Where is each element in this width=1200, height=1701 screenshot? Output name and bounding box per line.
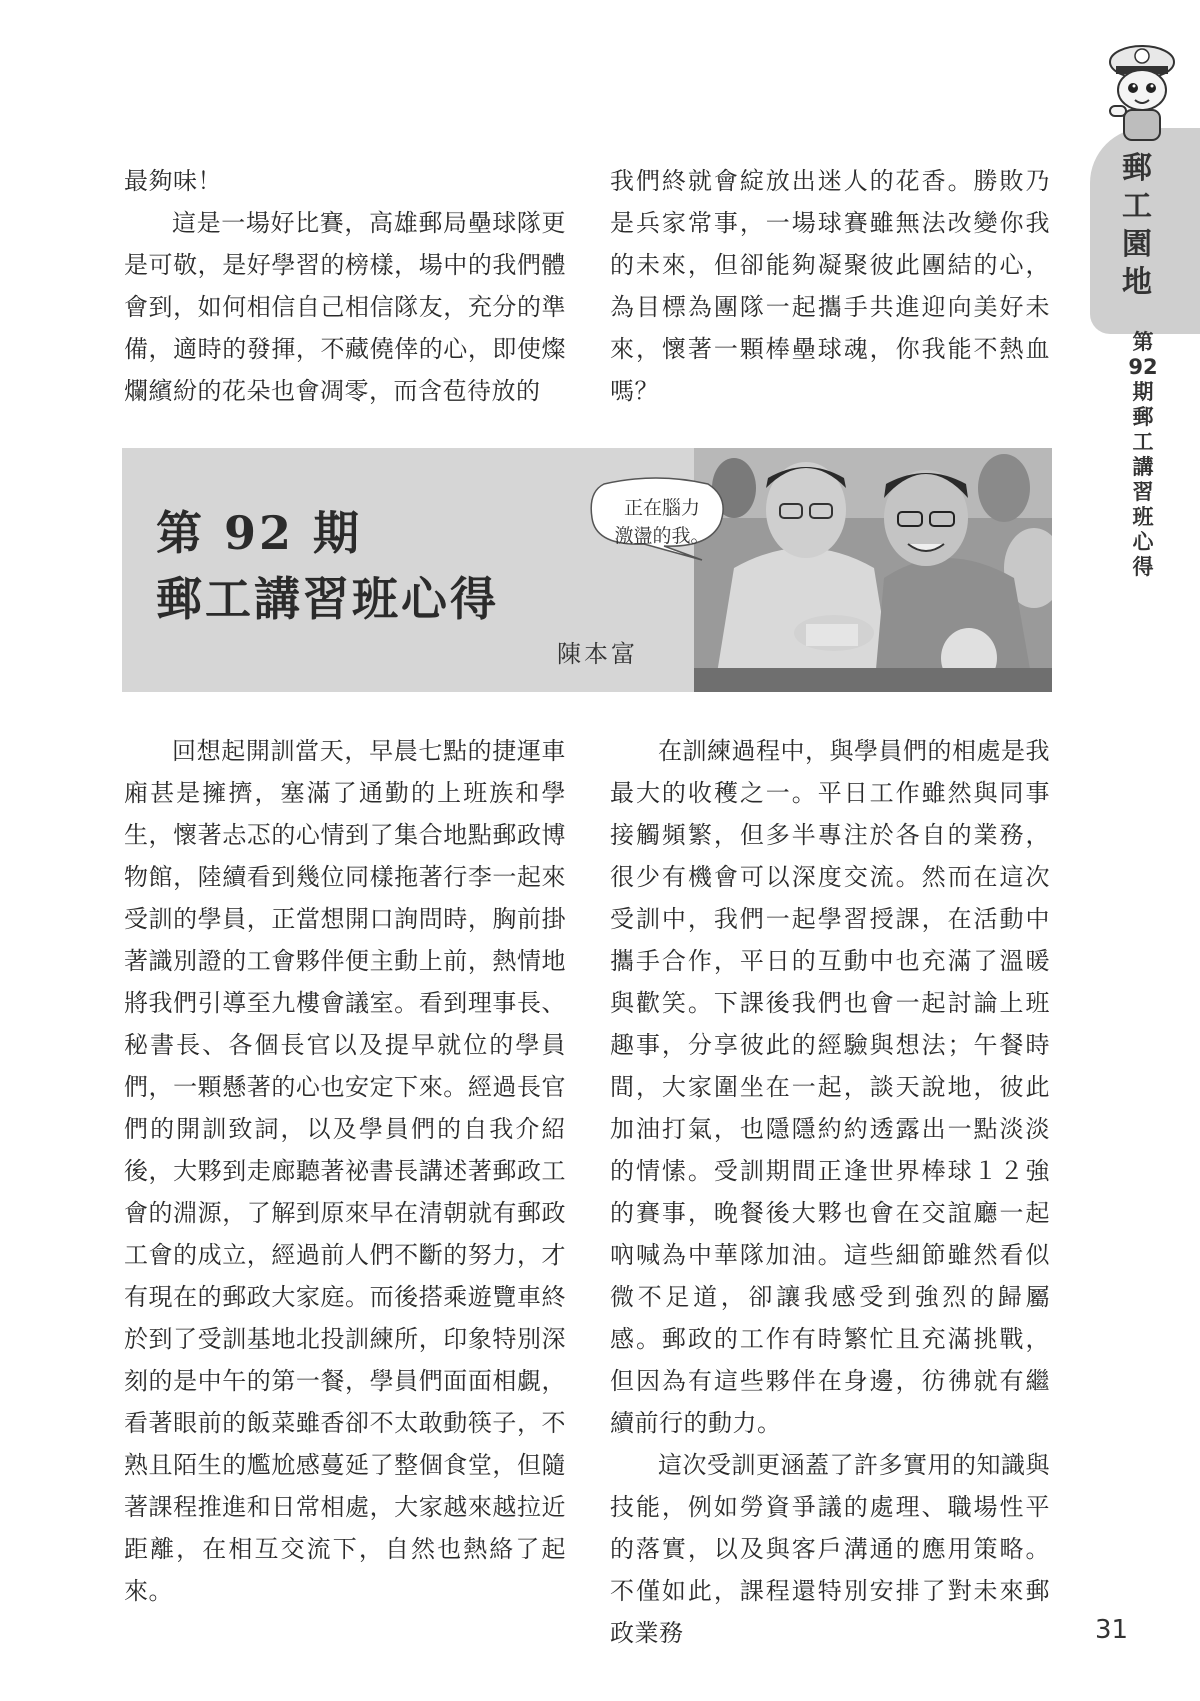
- series-char: 工: [1132, 430, 1154, 454]
- paragraph: 這次受訓更涵蓋了許多實用的知識與技能，例如勞資爭議的處理、職場性平的落實，以及與客戶溝通的應用策略。不僅如此，課程還特別安排了對未來郵政業務: [610, 1451, 1050, 1647]
- series-char: 第: [1132, 330, 1154, 354]
- article-banner: [122, 448, 1052, 692]
- section-tab-label: [1117, 150, 1157, 302]
- series-char: 習: [1132, 480, 1154, 504]
- mascot-illustration: [1102, 40, 1180, 146]
- article-title-line: 第 92 期: [156, 506, 363, 560]
- series-vertical-title: [1128, 330, 1158, 580]
- series-char: 期: [1132, 380, 1154, 404]
- paragraph: 最夠味！: [124, 167, 222, 195]
- series-char: 92: [1128, 355, 1158, 379]
- section-tab-char: 工: [1122, 189, 1152, 224]
- author-name: 陳本富: [557, 640, 638, 668]
- paragraph: 在訓練過程中，與學員們的相處是我最大的收穫之一。平日工作雖然與同事接觸頻繁，但多半專注於各自的業務，很少有機會可以深度交流。然而在這次受訓中，我們一起學習授課，在活動中攜手合作，平日的互動中也充滿了溫暖與歡笑。下課後我們也會一起討論上班趣事，分享彼此的經驗與想法；午餐時間，大家圍坐在一起，談天說地，彼此加油打氣，也隱隱約約透露出一點淡淡的情愫。受訓期間正逢世界棒球１２強的賽事，晚餐後大夥也會在交誼廳一起吶喊為中華隊加油。這些細節雖然看似微不足道，卻讓我感受到強烈的歸屬感。郵政的工作有時繁忙且充滿挑戰，但因為有這些夥伴在身邊，彷彿就有繼續前行的動力。: [610, 737, 1050, 1437]
- paragraph: 這是一場好比賽，高雄郵局壘球隊更是可敬，是好學習的榜樣，場中的我們體會到，如何相信自己相信隊友，充分的準備，適時的發揮，不藏僥倖的心，即使燦爛繽紛的花朵也會凋零，而含苞待放的: [124, 209, 566, 405]
- section-tab-char: 地: [1122, 265, 1152, 300]
- photo-two-men: [694, 448, 1052, 692]
- article-title-line: 郵工講習班心得: [156, 572, 499, 626]
- bottom-left-column: [124, 730, 566, 1612]
- series-char: 郵: [1132, 405, 1154, 429]
- top-right-column: [610, 160, 1050, 412]
- article-title: [156, 500, 499, 632]
- speech-bubble-text: [610, 494, 714, 550]
- series-char: 得: [1132, 555, 1154, 579]
- page-number: 31: [1095, 1615, 1129, 1645]
- series-char: 講: [1132, 455, 1154, 479]
- series-char: 班: [1132, 505, 1154, 529]
- top-left-column: [124, 160, 566, 412]
- section-tab-char: 園: [1122, 227, 1152, 262]
- paragraph: 我們終就會綻放出迷人的花香。勝敗乃是兵家常事，一場球賽雖無法改變你我的未來，但卻能夠凝聚彼此團結的心，為目標為團隊一起攜手共進迎向美好未來，懷著一顆棒壘球魂，你我能不熱血嗎？: [610, 167, 1050, 405]
- speech-bubble-line: 正在腦力: [623, 497, 700, 519]
- speech-bubble-line: 激盪的我。: [614, 525, 710, 547]
- series-char: 心: [1132, 530, 1154, 554]
- section-tab-char: 郵: [1122, 151, 1152, 186]
- bottom-right-column: [610, 730, 1050, 1654]
- paragraph: 回想起開訓當天，早晨七點的捷運車廂甚是擁擠，塞滿了通勤的上班族和學生，懷著忐忑的心情到了集合地點郵政博物館，陸續看到幾位同樣拖著行李一起來受訓的學員，正當想開口詢問時，胸前掛著識別證的工會夥伴便主動上前，熱情地將我們引導至九樓會議室。看到理事長、秘書長、各個長官以及提早就位的學員們，一顆懸著的心也安定下來。經過長官們的開訓致詞，以及學員們的自我介紹後，大夥到走廊聽著祕書長講述著郵政工會的淵源，了解到原來早在清朝就有郵政工會的成立，經過前人們不斷的努力，才有現在的郵政大家庭。而後搭乘遊覽車終於到了受訓基地北投訓練所，印象特別深刻的是中午的第一餐，學員們面面相覷，看著眼前的飯菜雖香卻不太敢動筷子，不熟且陌生的尷尬感蔓延了整個食堂，但隨著課程推進和日常相處，大家越來越拉近距離，在相互交流下，自然也熱絡了起來。: [124, 737, 566, 1605]
